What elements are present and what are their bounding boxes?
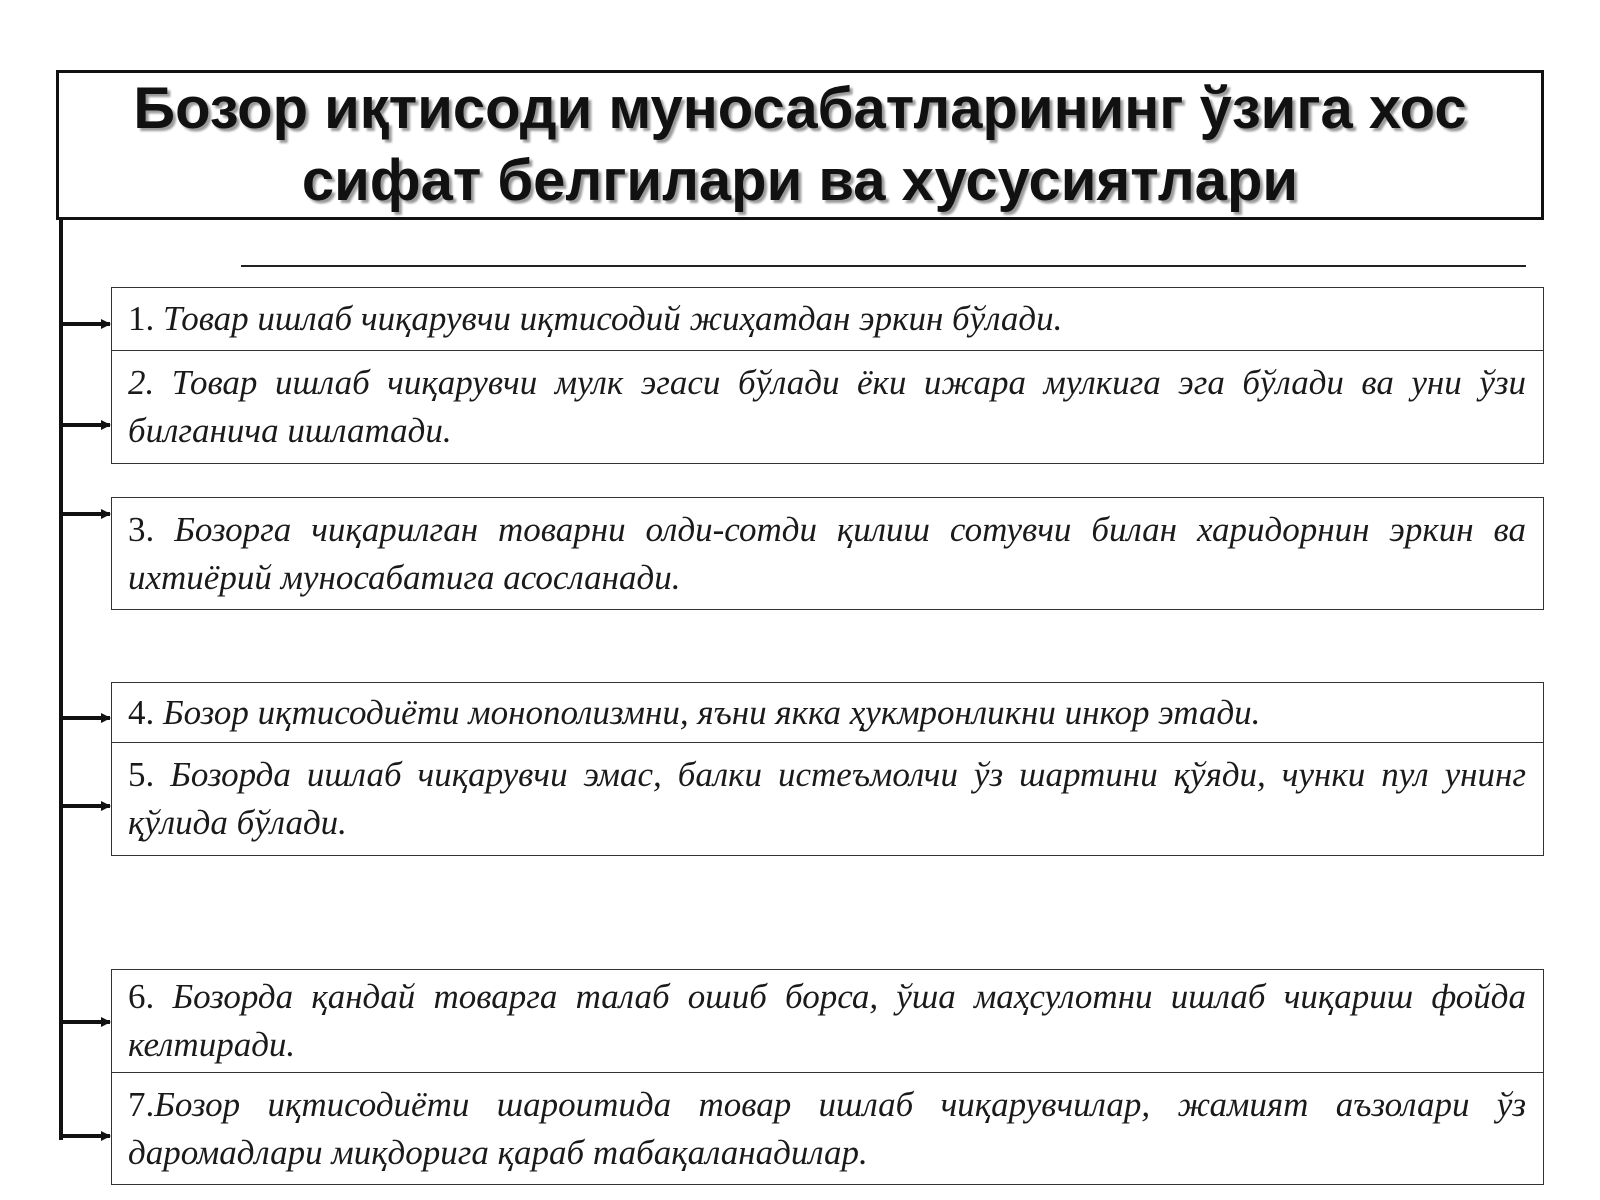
diagram-title (133, 73, 1466, 217)
title-box (56, 70, 1544, 220)
feature-number: 2. (128, 363, 172, 402)
feature-number: 7. (128, 1084, 155, 1124)
feature-text-4 (128, 689, 1526, 737)
feature-number: 1. (128, 299, 163, 338)
feature-box-6 (111, 969, 1544, 1073)
feature-text-2 (128, 359, 1526, 455)
separator-line (241, 265, 1526, 267)
feature-body: Бозор иқтисодиёти шароитида товар ишлаб чиқарувчилар, жамият аъзолари ўз даромадлари миқдорига қараб табақаланадилар. (128, 1084, 1526, 1172)
feature-body: Бозорга чиқарилган товарни олди-сотди қилиш сотувчи билан харидорнин эркин ва ихтиёрий муносабатига асосланади. (128, 509, 1527, 597)
feature-number: 6. (128, 977, 173, 1016)
feature-box-3 (111, 497, 1544, 610)
feature-text-1 (128, 295, 1526, 343)
feature-number: 5. (128, 755, 171, 794)
feature-text-7 (128, 1081, 1526, 1177)
feature-number: 3. (128, 509, 175, 549)
title-line-1: Бозор иқтисоди муносабатларининг ўзига хос (133, 76, 1467, 141)
feature-box-7 (111, 1072, 1544, 1185)
feature-box-5 (111, 742, 1544, 856)
feature-number: 4. (128, 692, 163, 732)
feature-body: Бозорда ишлаб чиқарувчи эмас, балки истеъмолчи ўз шартини қўяди, чунки пул унинг қўлида бўлади. (128, 755, 1526, 842)
feature-body: Товар ишлаб чиқарувчи иқтисодий жиҳатдан эркин бўлади. (163, 299, 1063, 338)
feature-text-5 (128, 751, 1526, 847)
feature-body: Бозор иқтисодиёти монополизмни, яъни якка ҳукмронликни инкор этади. (163, 692, 1261, 732)
feature-box-2 (111, 350, 1544, 464)
title-line-2: сифат белгилари ва хусусиятлари (301, 148, 1299, 213)
feature-body: Товар ишлаб чиқарувчи мулк эгаси бўлади ёки ижара мулкига эга бўлади ва уни ўзи билганича ишлатади. (128, 363, 1527, 450)
feature-box-4 (111, 682, 1544, 743)
feature-body: Бозорда қандай товарга талаб ошиб борса, ўша маҳсулотни ишлаб чиқариш фойда келтиради. (128, 977, 1527, 1064)
feature-text-6 (128, 973, 1526, 1069)
feature-text-3 (128, 506, 1526, 602)
feature-box-1 (111, 287, 1544, 351)
